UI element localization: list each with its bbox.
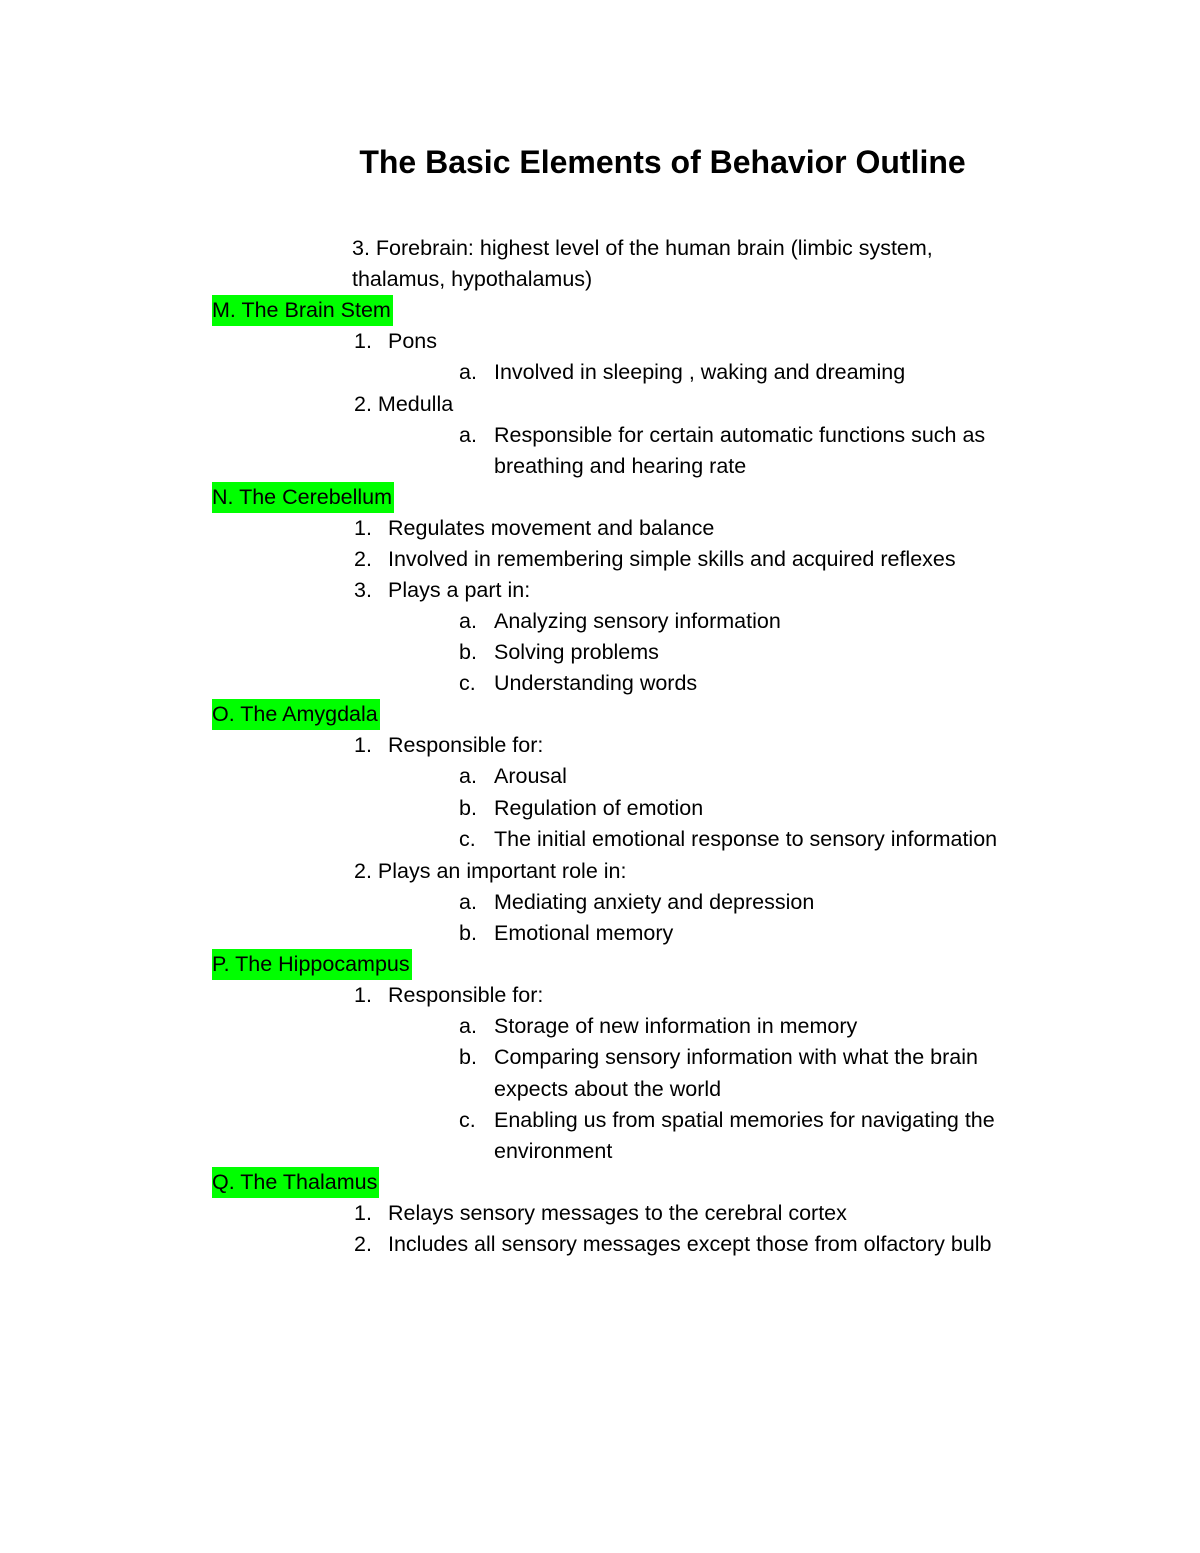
section-heading-hippocampus: P. The Hippocampus [212, 949, 412, 980]
section-heading-amygdala: O. The Amygdala [212, 699, 380, 730]
section-heading-cerebellum: N. The Cerebellum [212, 482, 394, 513]
list-item: Storage of new information in memory [494, 1014, 858, 1038]
list-item: Understanding words [494, 671, 698, 695]
list-marker: a. [459, 609, 477, 633]
list-item: Responsible for certain automatic functions such as [494, 423, 986, 447]
intro-line: 3. Forebrain: highest level of the human brain (limbic system, [352, 236, 933, 260]
list-item: Regulates movement and balance [388, 516, 715, 540]
list-marker: c. [459, 671, 476, 695]
list-item: Plays a part in: [388, 578, 531, 602]
intro-line: thalamus, hypothalamus) [352, 267, 593, 291]
list-item-continuation: expects about the world [494, 1077, 722, 1101]
list-item: Enabling us from spatial memories for navigating the [494, 1108, 995, 1132]
list-marker: 1. [354, 733, 372, 757]
list-item: Includes all sensory messages except those from olfactory bulb [388, 1232, 992, 1256]
list-marker: c. [459, 1108, 476, 1132]
list-item: Mediating anxiety and depression [494, 890, 815, 914]
list-marker: a. [459, 764, 477, 788]
section-heading-brain-stem: M. The Brain Stem [212, 295, 393, 326]
list-item: Responsible for: [388, 733, 544, 757]
list-marker: 3. [354, 578, 372, 602]
list-marker: 2. [354, 1232, 372, 1256]
list-item: 2. Medulla [354, 392, 454, 416]
list-item: Comparing sensory information with what the brain [494, 1045, 978, 1069]
list-marker: a. [459, 890, 477, 914]
list-item-continuation: breathing and hearing rate [494, 454, 747, 478]
list-marker: 1. [354, 983, 372, 1007]
list-item: Emotional memory [494, 921, 674, 945]
list-marker: b. [459, 796, 477, 820]
list-marker: 1. [354, 516, 372, 540]
list-marker: 2. [354, 547, 372, 571]
list-marker: a. [459, 1014, 477, 1038]
list-item-continuation: environment [494, 1139, 613, 1163]
list-marker: 1. [354, 329, 372, 353]
list-marker: b. [459, 640, 477, 664]
list-item: Arousal [494, 764, 567, 788]
list-marker: b. [459, 1045, 477, 1069]
list-item: Regulation of emotion [494, 796, 704, 820]
section-heading-thalamus: Q. The Thalamus [212, 1167, 379, 1198]
list-item: The initial emotional response to sensory information [494, 827, 998, 851]
document-title: The Basic Elements of Behavior Outline [359, 144, 966, 180]
list-marker: 1. [354, 1201, 372, 1225]
list-item: Relays sensory messages to the cerebral cortex [388, 1201, 847, 1225]
list-marker: b. [459, 921, 477, 945]
list-marker: a. [459, 360, 477, 384]
list-item: 2. Plays an important role in: [354, 859, 627, 883]
list-item: Solving problems [494, 640, 659, 664]
list-item: Involved in sleeping , waking and dreaming [494, 360, 906, 384]
list-item: Analyzing sensory information [494, 609, 781, 633]
list-item: Responsible for: [388, 983, 544, 1007]
list-item: Pons [388, 329, 438, 353]
list-marker: c. [459, 827, 476, 851]
list-item: Involved in remembering simple skills and acquired reflexes [388, 547, 956, 571]
list-marker: a. [459, 423, 477, 447]
